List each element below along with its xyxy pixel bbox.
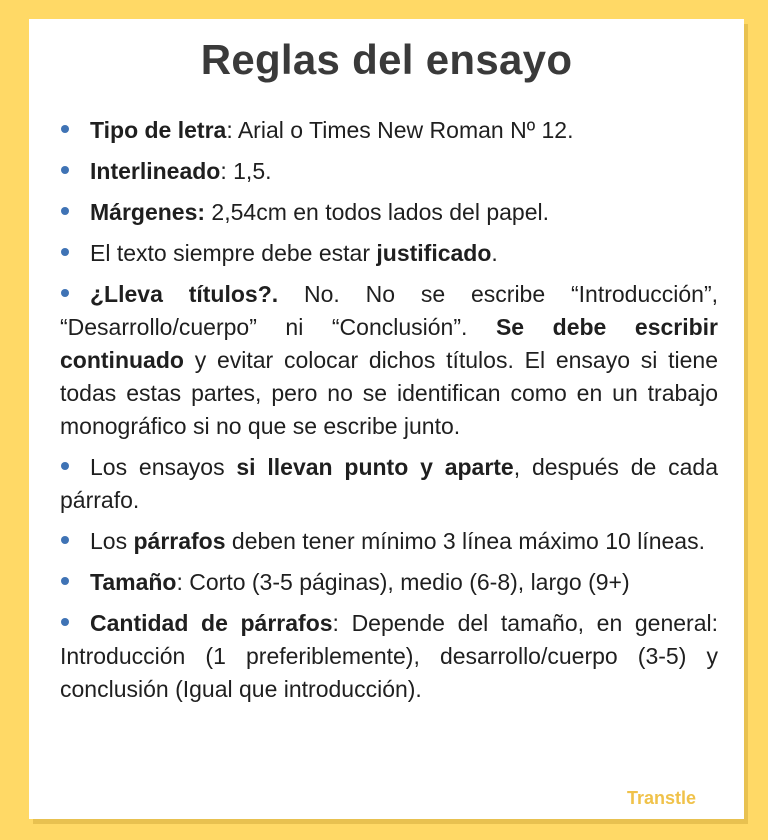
bullet-icon xyxy=(61,577,69,585)
rule-bold: Márgenes: xyxy=(90,199,206,225)
rule-text: : 1,5. xyxy=(220,158,272,184)
rules-card xyxy=(29,19,744,819)
bullet-icon xyxy=(61,536,69,544)
rule-paragraph-length xyxy=(60,525,718,558)
rule-bold: Tipo de letra xyxy=(90,117,227,143)
rule-text: . xyxy=(491,240,498,266)
rule-text: : Depende del tamaño, en general: Introducción (1 preferiblemente), desarrollo/cuerpo (3-5) y conclusión (Igual que introducción). xyxy=(60,610,718,702)
brand-watermark: Transtle xyxy=(626,788,696,808)
rule-text: deben tener mínimo 3 línea máximo 10 líneas. xyxy=(225,528,705,554)
rule-bold: párrafos xyxy=(133,528,226,554)
rule-text: , después de cada párrafo. xyxy=(60,454,718,513)
rule-bold: Se debe escribir continuado xyxy=(60,314,719,373)
rules-list xyxy=(60,114,718,714)
rule-size xyxy=(60,566,718,599)
rule-bold: Cantidad de párrafos xyxy=(90,610,333,636)
bullet-icon xyxy=(61,289,69,297)
rule-bold: Tamaño xyxy=(90,569,177,595)
rule-text: 2,54cm en todos lados del papel. xyxy=(205,199,550,225)
bullet-icon xyxy=(61,248,69,256)
rule-text: No. No se escribe “Introducción”, “Desarrollo/cuerpo” ni “Conclusión”. xyxy=(60,281,718,340)
rule-text: : Arial o Times New Roman Nº 12. xyxy=(226,117,574,143)
rule-bold: Interlineado xyxy=(90,158,221,184)
rule-text: Los xyxy=(90,528,134,554)
bullet-icon xyxy=(61,618,69,626)
rule-paragraph-breaks xyxy=(60,451,718,517)
rule-bold: si llevan punto y aparte xyxy=(236,454,514,480)
bullet-icon xyxy=(61,207,69,215)
bullet-icon xyxy=(61,166,69,174)
rule-bold: ¿Lleva títulos?. xyxy=(90,281,279,307)
rule-text: El texto siempre debe estar xyxy=(90,240,377,266)
page-title: Reglas del ensayo xyxy=(200,36,573,83)
rule-font xyxy=(60,114,718,147)
rule-paragraph-count xyxy=(60,607,718,706)
rule-text: : Corto (3-5 páginas), medio (6-8), largo (9+) xyxy=(176,569,630,595)
rule-text: Los ensayos xyxy=(90,454,237,480)
rule-line-spacing xyxy=(60,155,718,188)
bullet-icon xyxy=(61,462,69,470)
rule-justified xyxy=(60,237,718,270)
rule-margins xyxy=(60,196,718,229)
rule-text: y evitar colocar dichos títulos. El ensayo si tiene todas estas partes, pero no se identifican como en un trabajo monográfico si no que se escribe junto. xyxy=(60,347,718,439)
rule-titles xyxy=(60,278,718,443)
rule-bold: justificado xyxy=(376,240,492,266)
bullet-icon xyxy=(61,125,69,133)
